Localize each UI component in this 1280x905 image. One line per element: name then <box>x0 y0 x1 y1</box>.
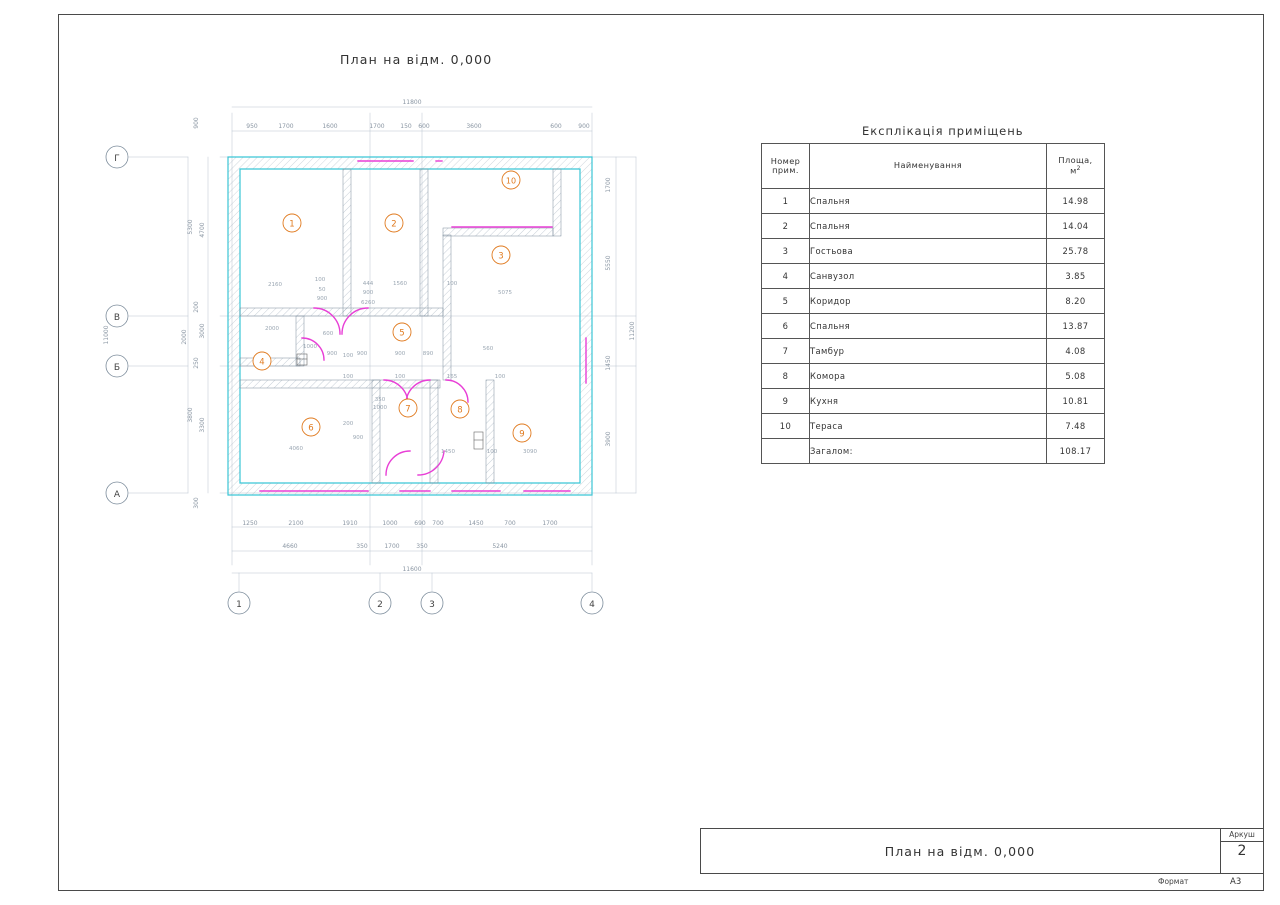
cell-name: Тамбур <box>810 339 1047 364</box>
svg-text:4: 4 <box>589 600 595 610</box>
cell-name: Спальня <box>810 214 1047 239</box>
svg-text:7: 7 <box>405 404 411 415</box>
svg-text:900: 900 <box>352 435 364 441</box>
cell-area: 10.81 <box>1047 389 1105 414</box>
cell-area: 13.87 <box>1047 314 1105 339</box>
table-row <box>762 389 1105 414</box>
table-header-row <box>762 144 1105 189</box>
svg-text:3: 3 <box>429 600 435 610</box>
svg-text:100: 100 <box>314 277 326 283</box>
svg-text:1450: 1450 <box>468 520 484 527</box>
table-row <box>762 264 1105 289</box>
svg-text:100: 100 <box>394 374 406 380</box>
svg-text:2: 2 <box>391 219 397 230</box>
svg-text:1250: 1250 <box>242 520 258 527</box>
cell-area: 7.48 <box>1047 414 1105 439</box>
svg-text:1: 1 <box>289 219 295 230</box>
svg-text:Г: Г <box>114 154 120 164</box>
svg-text:560: 560 <box>482 346 494 352</box>
svg-text:6260: 6260 <box>361 300 375 306</box>
header-name: Найменування <box>810 144 1047 189</box>
svg-text:2000: 2000 <box>265 326 279 332</box>
svg-text:900: 900 <box>394 351 406 357</box>
svg-text:1700: 1700 <box>278 123 294 130</box>
table-row <box>762 189 1105 214</box>
table-row <box>762 314 1105 339</box>
table-row <box>762 339 1105 364</box>
title-block-format-label: Формат <box>1158 877 1189 886</box>
svg-text:3600: 3600 <box>466 123 482 130</box>
svg-text:200: 200 <box>342 421 354 427</box>
svg-text:4660: 4660 <box>282 543 298 550</box>
svg-text:1450: 1450 <box>441 449 455 455</box>
svg-text:900: 900 <box>193 117 200 129</box>
svg-text:4: 4 <box>259 357 265 368</box>
cell-name: Кухня <box>810 389 1047 414</box>
svg-text:900: 900 <box>356 351 368 357</box>
cell-area: 8.20 <box>1047 289 1105 314</box>
svg-text:Б: Б <box>113 363 121 373</box>
cell-number: 3 <box>762 239 810 264</box>
svg-text:950: 950 <box>246 123 258 130</box>
svg-text:1000: 1000 <box>382 520 398 527</box>
cell-total-area: 108.17 <box>1047 439 1105 464</box>
cell-total-label: Загалом: <box>810 439 1047 464</box>
cell-number: 8 <box>762 364 810 389</box>
cell-name: Спальня <box>810 314 1047 339</box>
svg-text:1450: 1450 <box>605 355 612 371</box>
svg-text:1560: 1560 <box>393 281 407 287</box>
svg-text:1: 1 <box>236 600 242 610</box>
svg-text:2160: 2160 <box>268 282 282 288</box>
floor-plan-drawing <box>100 95 660 620</box>
title-block-sheet-number: 2 <box>1237 843 1247 859</box>
cell-name: Комора <box>810 364 1047 389</box>
cell-name: Тераса <box>810 414 1047 439</box>
cell-number: 2 <box>762 214 810 239</box>
cell-area: 3.85 <box>1047 264 1105 289</box>
svg-text:600: 600 <box>550 123 562 130</box>
svg-text:3300: 3300 <box>199 417 206 433</box>
svg-text:900: 900 <box>362 290 374 296</box>
svg-text:100: 100 <box>494 374 506 380</box>
cell-area: 4.08 <box>1047 339 1105 364</box>
svg-text:900: 900 <box>316 296 328 302</box>
cell-number: 5 <box>762 289 810 314</box>
svg-text:4700: 4700 <box>199 222 206 238</box>
table-total-row <box>762 439 1105 464</box>
svg-text:100: 100 <box>342 353 354 359</box>
svg-text:3800: 3800 <box>187 407 194 423</box>
svg-text:1700: 1700 <box>369 123 385 130</box>
svg-text:165: 165 <box>446 374 458 380</box>
svg-text:600: 600 <box>322 331 334 337</box>
svg-text:50: 50 <box>318 287 326 293</box>
svg-text:1700: 1700 <box>542 520 558 527</box>
svg-text:6: 6 <box>308 423 314 434</box>
svg-text:690: 690 <box>414 520 426 527</box>
cell-name: Гостьова <box>810 239 1047 264</box>
svg-text:5550: 5550 <box>605 255 612 271</box>
svg-text:4060: 4060 <box>289 446 303 452</box>
svg-text:1700: 1700 <box>384 543 400 550</box>
cell-number: 9 <box>762 389 810 414</box>
cell-number: 1 <box>762 189 810 214</box>
svg-text:900: 900 <box>578 123 590 130</box>
table-row <box>762 239 1105 264</box>
cell-number: 6 <box>762 314 810 339</box>
cell-name: Коридор <box>810 289 1047 314</box>
svg-text:600: 600 <box>418 123 430 130</box>
svg-text:2000: 2000 <box>181 329 188 345</box>
title-block-sheet-label: Аркуш <box>1229 830 1255 839</box>
schedule-title: Експлікація приміщень <box>862 124 1024 138</box>
cell-area: 25.78 <box>1047 239 1105 264</box>
svg-text:150: 150 <box>400 123 412 130</box>
svg-text:300: 300 <box>193 497 200 509</box>
svg-text:9: 9 <box>519 429 525 440</box>
svg-text:350: 350 <box>374 397 386 403</box>
plan-title: План на відм. 0,000 <box>340 52 493 67</box>
cell-area: 14.98 <box>1047 189 1105 214</box>
header-area: Площа, $м^2$ <box>1047 144 1105 189</box>
svg-text:100: 100 <box>486 449 498 455</box>
svg-text:2: 2 <box>377 600 383 610</box>
svg-text:11800: 11800 <box>402 99 422 106</box>
table-row <box>762 414 1105 439</box>
svg-text:5300: 5300 <box>187 219 194 235</box>
header-number: Номер прим. <box>762 144 810 189</box>
title-block-format-value: А3 <box>1230 877 1242 887</box>
svg-text:11000: 11000 <box>103 325 110 345</box>
cell-area: 14.04 <box>1047 214 1105 239</box>
cell-number: 4 <box>762 264 810 289</box>
title-block-divider <box>1220 841 1264 842</box>
svg-text:3: 3 <box>498 251 504 262</box>
svg-text:1910: 1910 <box>342 520 358 527</box>
svg-text:1000: 1000 <box>373 405 387 411</box>
title-block-title: План на відм. 0,000 <box>884 843 1036 859</box>
table-row <box>762 289 1105 314</box>
svg-text:1700: 1700 <box>605 177 612 193</box>
svg-text:5240: 5240 <box>492 543 508 550</box>
svg-text:10: 10 <box>505 176 517 186</box>
svg-text:11200: 11200 <box>629 321 636 341</box>
svg-text:1000: 1000 <box>303 344 317 350</box>
cell-number: 7 <box>762 339 810 364</box>
svg-text:2100: 2100 <box>288 520 304 527</box>
svg-text:890: 890 <box>422 351 434 357</box>
svg-text:3900: 3900 <box>605 431 612 447</box>
cell-area: 5.08 <box>1047 364 1105 389</box>
svg-text:350: 350 <box>356 543 368 550</box>
svg-text:8: 8 <box>457 405 463 416</box>
svg-text:В: В <box>113 313 121 323</box>
svg-text:3000: 3000 <box>199 323 206 339</box>
cell-number <box>762 439 810 464</box>
cell-name: Спальня <box>810 189 1047 214</box>
svg-text:1600: 1600 <box>322 123 338 130</box>
svg-text:444: 444 <box>362 281 374 287</box>
svg-text:А: А <box>113 490 121 500</box>
svg-text:700: 700 <box>504 520 516 527</box>
svg-text:5075: 5075 <box>498 290 512 296</box>
svg-text:100: 100 <box>446 281 458 287</box>
room-schedule-table <box>761 143 1105 464</box>
cell-name: Санвузол <box>810 264 1047 289</box>
svg-text:700: 700 <box>432 520 444 527</box>
svg-text:900: 900 <box>326 351 338 357</box>
table-row <box>762 214 1105 239</box>
cell-number: 10 <box>762 414 810 439</box>
svg-text:250: 250 <box>193 357 200 369</box>
svg-text:11600: 11600 <box>402 566 422 573</box>
svg-text:3090: 3090 <box>523 449 537 455</box>
svg-text:350: 350 <box>416 543 428 550</box>
svg-text:100: 100 <box>342 374 354 380</box>
svg-text:5: 5 <box>399 328 405 339</box>
table-row <box>762 364 1105 389</box>
svg-text:200: 200 <box>193 301 200 313</box>
